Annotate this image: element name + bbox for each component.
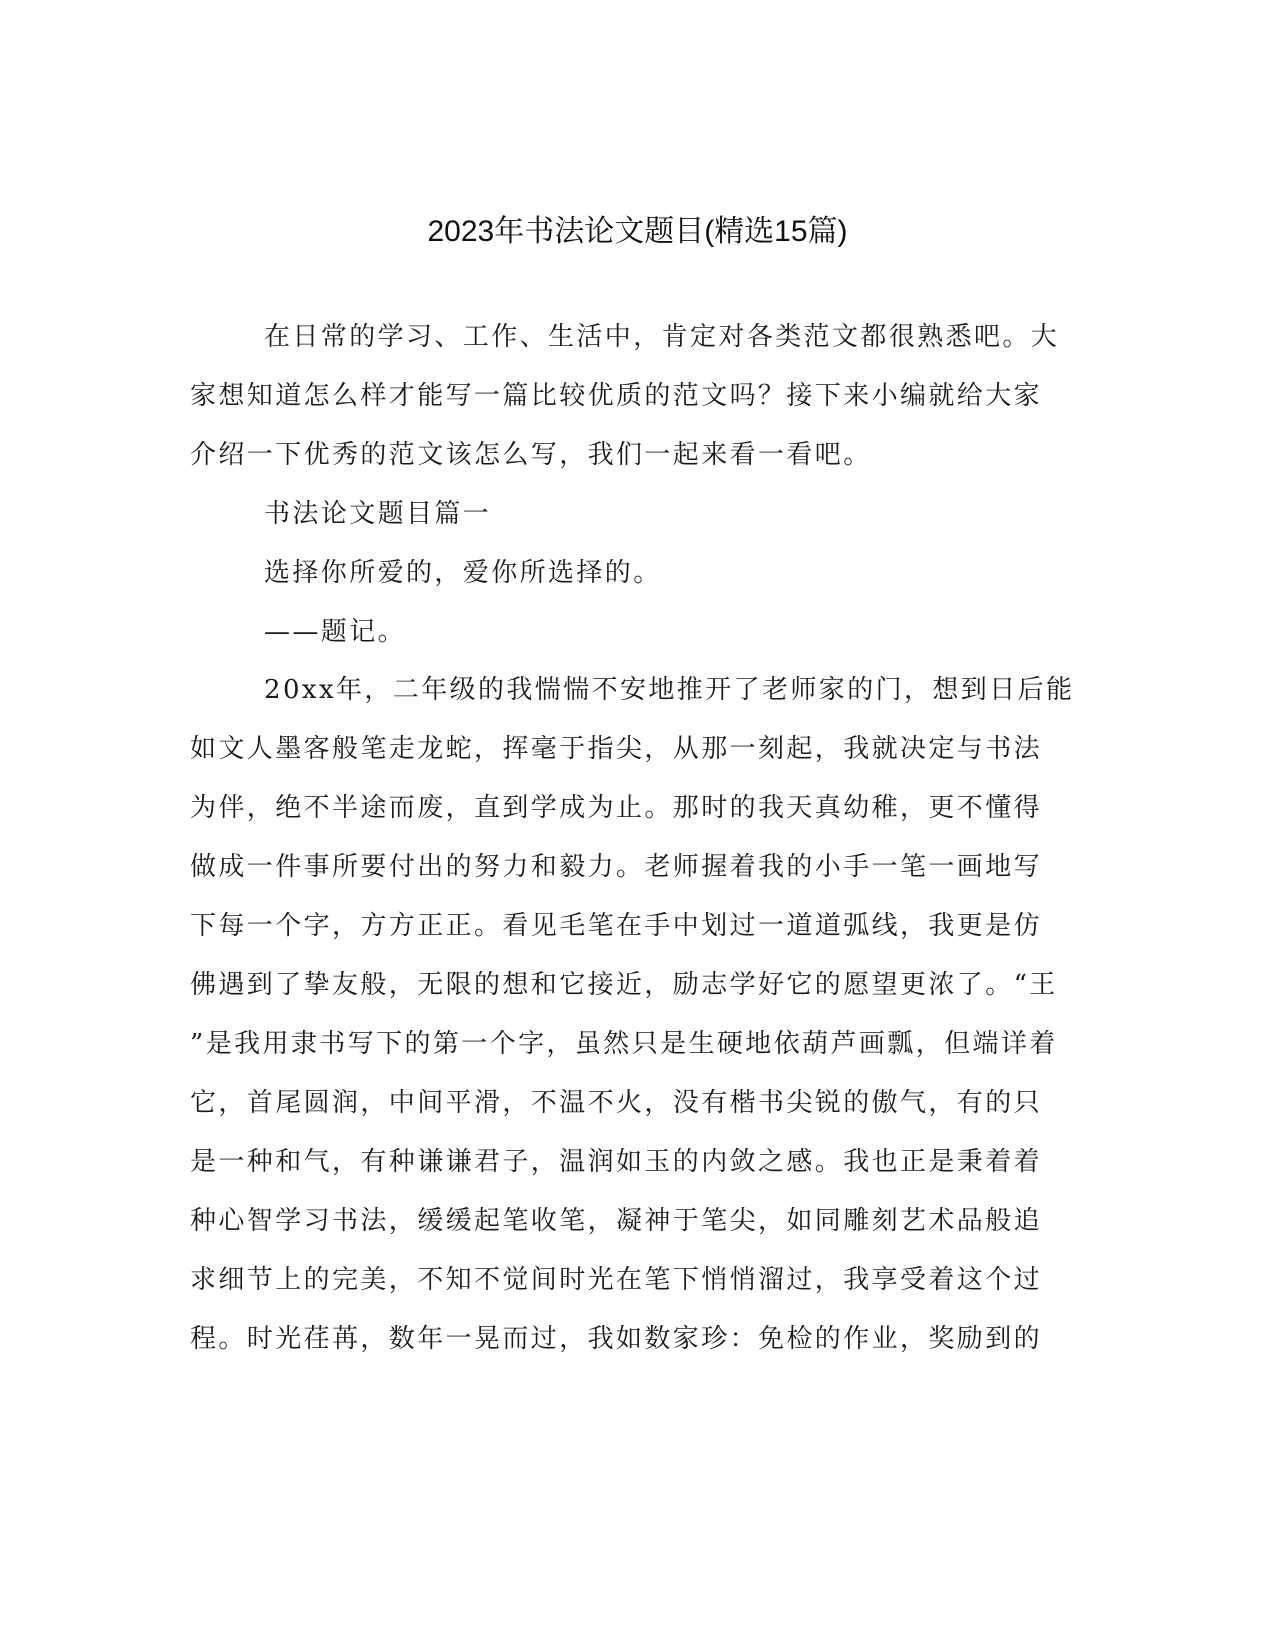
paragraph-line: 介绍一下优秀的范文该怎么写，我们一起来看一看吧。 [190, 440, 872, 470]
paragraph-line: 种心智学习书法，缓缓起笔收笔，凝神于笔尖，如同雕刻艺术品般追 [190, 1206, 1043, 1236]
paragraph-line: 是一种和气，有种谦谦君子，温润如玉的内敛之感。我也正是秉着着 [190, 1147, 1043, 1177]
document-title: 2023年书法论文题目(精选15篇) [427, 215, 848, 248]
paragraph-line: 如文人墨客般笔走龙蛇，挥毫于指尖，从那一刻起，我就决定与书法 [190, 734, 1043, 764]
paragraph-line: 为伴，绝不半途而废，直到学成为止。那时的我天真幼稚，更不懂得 [190, 793, 1043, 823]
paragraph-line: 佛遇到了挚友般，无限的想和它接近，励志学好它的愿望更浓了。“王 [190, 970, 1058, 1000]
paragraph-line: 家想知道怎么样才能写一篇比较优质的范文吗？接下来小编就给大家 [190, 381, 1043, 411]
epigraph-attribution: ——题记。 [264, 617, 407, 647]
paragraph-line: 求细节上的完美，不知不觉间时光在笔下悄悄溜过，我享受着这个过 [190, 1265, 1043, 1295]
paragraph-line: 它，首尾圆润，中间平滑，不温不火，没有楷书尖锐的傲气，有的只 [190, 1088, 1043, 1118]
paragraph-line: ”是我用隶书写下的第一个字，虽然只是生硬地依葫芦画瓢，但端详着 [190, 1029, 1058, 1059]
paragraph-line: 在日常的学习、工作、生活中，肯定对各类范文都很熟悉吧。大 [264, 322, 1060, 352]
paragraph-line: 程。时光荏苒，数年一晃而过，我如数家珍：免检的作业，奖励到的 [190, 1324, 1043, 1354]
paragraph-line: 20xx年，二年级的我惴惴不安地推开了老师家的门，想到日后能 [264, 675, 1075, 705]
section-heading: 书法论文题目篇一 [264, 499, 492, 529]
epigraph-line: 选择你所爱的，爱你所选择的。 [264, 558, 662, 588]
paragraph-line: 下每一个字，方方正正。看见毛笔在手中划过一道道弧线，我更是仿 [190, 911, 1043, 941]
paragraph-line: 做成一件事所要付出的努力和毅力。老师握着我的小手一笔一画地写 [190, 852, 1043, 882]
